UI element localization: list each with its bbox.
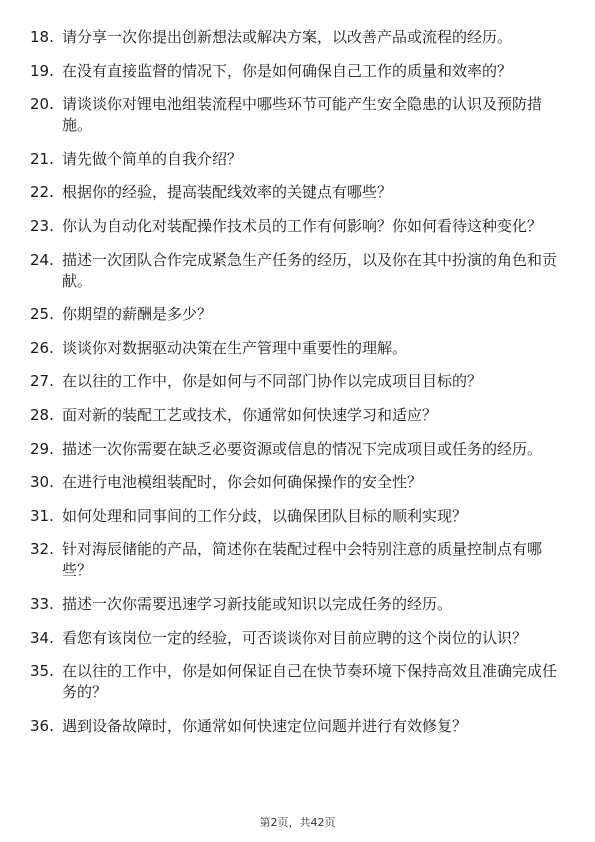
question-text: 描述一次你需要迅速学习新技能或知识以完成任务的经历。 [62,594,453,613]
question-text: 请分享一次你提出创新想法或解决方案，以改善产品或流程的经历。 [62,28,513,46]
question-text: 如何处理和同事间的工作分歧，以确保团队目标的顺利实现？ [62,506,468,525]
question-item [30,506,560,527]
question-item [30,27,560,48]
question-number: 21. [30,149,54,168]
question-number: 26. [30,338,54,357]
question-text: 请谈谈你对锂电池组装流程中哪些环节可能产生安全隐患的认识及预防措施。 [62,95,543,135]
page-footer: 第2页，共42页 [259,816,336,829]
question-item [30,716,560,737]
question-item [30,304,560,325]
question-text: 根据你的经验，提高装配线效率的关键点有哪些？ [62,183,393,202]
question-text: 描述一次团队合作完成紧急生产任务的经历，以及你在其中扮演的角色和贡献。 [62,250,558,290]
question-text: 在进行电池模组装配时，你会如何确保操作的安全性？ [62,473,423,492]
question-item [30,439,560,460]
question-number: 23. [30,216,54,235]
question-number: 32. [30,540,54,559]
question-item [30,338,560,359]
question-number: 34. [30,628,54,647]
question-text: 在以往的工作中，你是如何保证自己在快节奏环境下保持高效且准确完成任务的？ [62,662,558,702]
question-item [30,61,560,82]
question-number: 28. [30,405,54,424]
question-text: 在没有直接监督的情况下，你是如何确保自己工作的质量和效率的？ [62,61,513,80]
question-item [30,405,560,426]
question-number: 31. [30,506,54,525]
question-number: 20. [30,95,54,114]
question-item [30,94,560,136]
question-number: 30. [30,473,54,492]
question-text: 谈谈你对数据驱动决策在生产管理中重要性的理解。 [62,338,408,357]
question-item [30,216,560,237]
question-number: 19. [30,61,54,80]
question-text: 针对海辰储能的产品，简述你在装配过程中会特别注意的质量控制点有哪些？ [62,540,543,580]
question-list [30,27,560,749]
question-text: 你期望的薪酬是多少？ [62,305,213,324]
question-item [30,250,560,292]
question-number: 18. [30,28,54,46]
question-number: 27. [30,372,54,391]
question-number: 22. [30,183,54,202]
question-text: 在以往的工作中，你是如何与不同部门协作以完成项目目标的？ [62,372,483,391]
question-item [30,661,560,703]
question-number: 29. [30,439,54,458]
question-number: 36. [30,716,54,735]
question-item [30,149,560,170]
question-text: 面对新的装配工艺或技术，你通常如何快速学习和适应？ [62,405,438,424]
question-text: 看您有该岗位一定的经验，可否谈谈你对目前应聘的这个岗位的认识？ [62,628,528,647]
question-text: 请先做个简单的自我介绍？ [62,149,243,168]
question-item [30,182,560,203]
question-number: 24. [30,250,54,269]
question-item [30,472,560,493]
question-item [30,628,560,649]
question-text: 你认为自动化对装配操作技术员的工作有何影响？你如何看待这种变化？ [62,216,543,235]
question-item [30,594,560,615]
question-text: 描述一次你需要在缺乏必要资源或信息的情况下完成项目或任务的经历。 [62,439,543,458]
question-item [30,371,560,392]
question-number: 33. [30,594,54,613]
question-number: 35. [30,662,54,681]
question-number: 25. [30,305,54,324]
question-text: 遇到设备故障时，你通常如何快速定位问题并进行有效修复？ [62,716,468,735]
question-item [30,539,560,581]
